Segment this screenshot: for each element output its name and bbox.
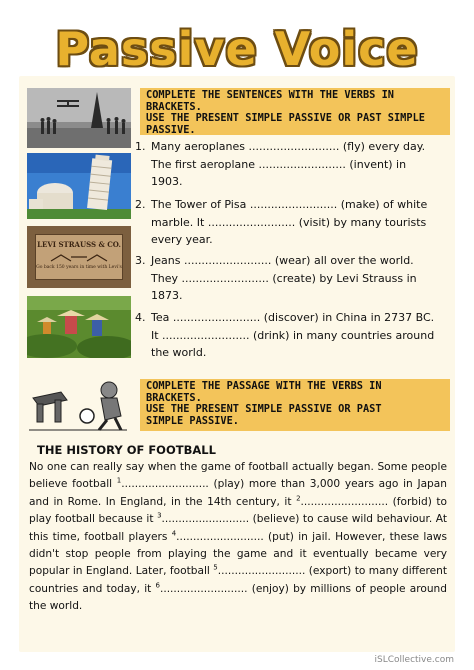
instructions-1-line-4: PASSIVE. xyxy=(146,123,196,136)
question-4-line-1: Tea ......................... (discover) in China in 2737 BC. xyxy=(151,311,435,324)
question-3-line-3: 1873. xyxy=(151,289,183,302)
passage-segment-2: .......................... (play) more than 3,000 years ago in Japan and in Rome. In England, in the 14th century, it xyxy=(29,478,447,508)
gap-number-3: 3 xyxy=(157,511,162,520)
question-4 xyxy=(135,309,447,362)
gap-number-6: 6 xyxy=(155,581,160,590)
horses-illustration xyxy=(49,251,109,263)
question-1-number: 1. xyxy=(135,140,146,153)
instructions-1-line-3: USE THE PRESENT SIMPLE PASSIVE OR PAST SIMPLE xyxy=(146,112,425,124)
question-4-number: 4. xyxy=(135,311,146,324)
tower-of-pisa-photo xyxy=(27,153,131,219)
passage-title: THE HISTORY OF FOOTBALL xyxy=(37,443,216,457)
levis-label-photo xyxy=(27,226,131,288)
passage-segment-5: .......................... (put) in jail. However, these laws didn't stop people from playing the game and it eventually became very popular in England. Later, football xyxy=(29,530,448,578)
gap-number-1: 1 xyxy=(116,476,122,485)
question-2-number: 2. xyxy=(135,198,146,211)
question-2 xyxy=(135,196,447,249)
page-title: Passive Voice xyxy=(55,22,419,76)
question-1 xyxy=(135,138,447,191)
instructions-2-line-3: USE THE PRESENT SIMPLE PASSIVE OR PAST xyxy=(146,403,382,415)
passage-text xyxy=(29,459,447,616)
instructions-2-line-4: SIMPLE PASSIVE. xyxy=(146,414,239,427)
levis-brand-text: LEVI STRAUSS & CO. xyxy=(37,240,121,249)
gap-number-2: 2 xyxy=(296,494,301,503)
question-3 xyxy=(135,252,447,305)
question-2-line-1: The Tower of Pisa ......................... (make) of white xyxy=(151,198,428,211)
instructions-2-line-1: COMPLETE THE PASSAGE WITH THE VERBS IN xyxy=(146,380,382,392)
passage-segment-6: .......................... (export) to many different countries and today, it xyxy=(29,565,447,595)
question-3-number: 3. xyxy=(135,254,146,267)
question-1-line-3: 1903. xyxy=(151,175,183,188)
aeroplane-photo xyxy=(27,88,131,148)
instructions-box-1 xyxy=(140,88,450,135)
caveman-football-illustration xyxy=(27,376,131,434)
question-4-line-3: the world. xyxy=(151,346,207,359)
question-3-line-1: Jeans ......................... (wear) all over the world. xyxy=(151,254,414,267)
passage-segment-4: .......................... (believe) to cause wild behaviour. At this time, football players xyxy=(29,513,447,543)
question-1-line-1: Many aeroplanes .......................... (fly) every day. xyxy=(151,140,426,153)
gap-number-5: 5 xyxy=(213,563,218,572)
levis-small-text: Go back 150 years in time with Levi's xyxy=(36,265,122,270)
passage-segment-7: .......................... (enjoy) by millions of people around the world. xyxy=(29,582,447,613)
levis-patch xyxy=(35,234,123,280)
question-4-line-2: It ......................... (drink) in many countries around xyxy=(151,328,435,342)
question-1-line-2: The first aeroplane ......................... (invent) in xyxy=(151,157,407,171)
footer-watermark: iSLCollective.com xyxy=(374,655,454,665)
question-2-line-3: every year. xyxy=(151,233,213,246)
tea-pickers-photo xyxy=(27,296,131,358)
question-3-line-2: They ......................... (create) by Levi Strauss in xyxy=(151,271,417,285)
instructions-2-line-2: BRACKETS. xyxy=(146,391,202,404)
instructions-1-line-2: BRACKETS. xyxy=(146,100,202,113)
passage-segment-3: .......................... (forbid) to play football because it xyxy=(29,495,448,526)
instructions-1-line-1: COMPLETE THE SENTENCES WITH THE VERBS IN xyxy=(146,89,394,101)
passage-segment-1: No one can really say when the game of football actually began. Some people believe football xyxy=(29,461,447,491)
gap-number-4: 4 xyxy=(171,529,177,538)
question-2-line-2: marble. It ......................... (visit) by many tourists xyxy=(151,215,427,229)
instructions-box-2 xyxy=(140,379,450,431)
